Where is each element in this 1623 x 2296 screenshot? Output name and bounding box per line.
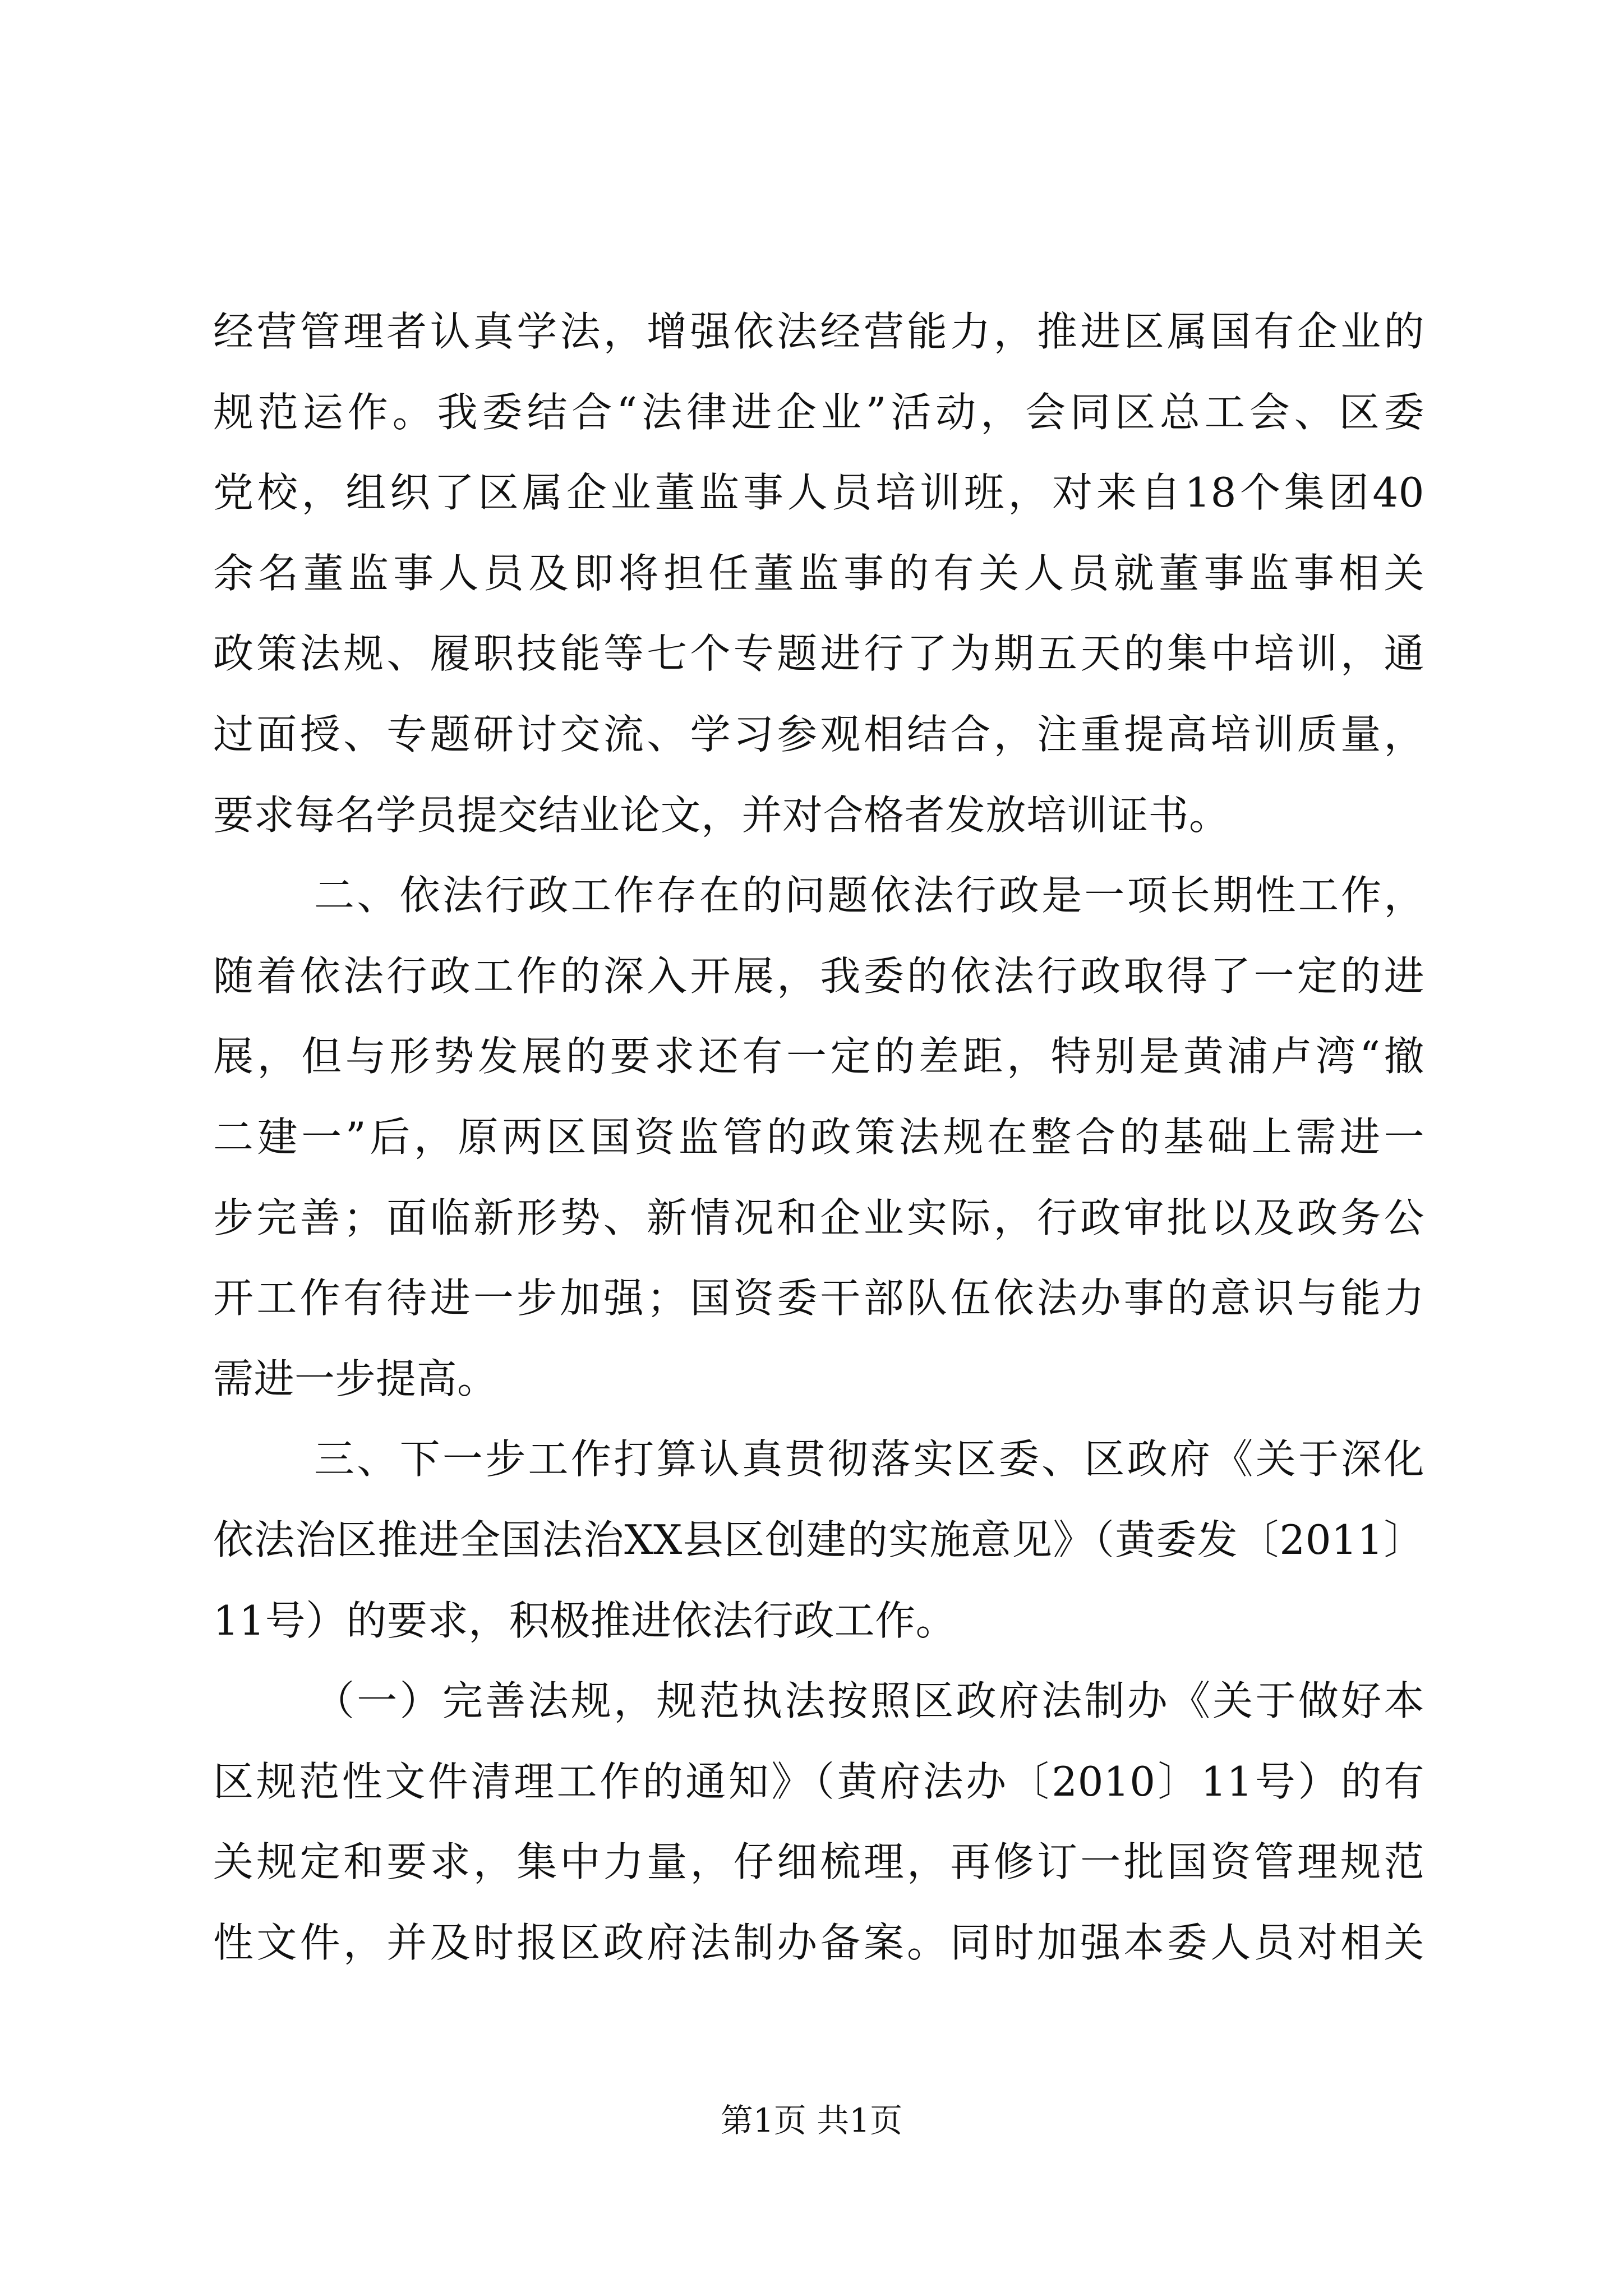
text-line: 11号）的要求，积极推进依法行政工作。 [213, 1596, 957, 1644]
text-line: 依法治区推进全国法治XX县区创建的实施意见》（黄委发〔2011〕 [213, 1516, 1424, 1563]
text-line: 规范运作。我委结合“法律进企业”活动，会同区总工会、区委 [213, 388, 1424, 436]
text-line: 区规范性文件清理工作的通知》（黄府法办〔2010〕11号）的有 [213, 1757, 1424, 1805]
section-heading-line: 二、依法行政工作存在的问题依法行政是一项长期性工作， [314, 872, 1424, 919]
text-line: 关规定和要求，集中力量，仔细梳理，再修订一批国资管理规范 [213, 1838, 1424, 1886]
text-line: 开工作有待进一步加强；国资委干部队伍依法办事的意识与能力 [213, 1274, 1424, 1322]
text-line: 展，但与形势发展的要求还有一定的差距，特别是黄浦卢湾“撤 [213, 1033, 1424, 1080]
text-line: 要求每名学员提交结业论文，并对合格者发放培训证书。 [213, 791, 1230, 839]
text-line: 政策法规、履职技能等七个专题进行了为期五天的集中培训，通 [213, 630, 1424, 678]
text-line: 需进一步提高。 [213, 1355, 498, 1402]
text-line: 随着依法行政工作的深入开展，我委的依法行政取得了一定的进 [213, 952, 1424, 1000]
section-heading-line: 三、下一步工作打算认真贯彻落实区委、区政府《关于深化 [314, 1435, 1424, 1483]
text-line: 二建一”后，原两区国资监管的政策法规在整合的基础上需进一 [213, 1113, 1424, 1161]
text-line: 过面授、专题研讨交流、学习参观相结合，注重提高培训质量， [213, 710, 1424, 758]
text-line: 经营管理者认真学法，增强依法经营能力，推进区属国有企业的 [213, 308, 1424, 355]
text-line: 党校，组织了区属企业董监事人员培训班，对来自18个集团40 [213, 469, 1424, 517]
text-line: 余名董监事人员及即将担任董监事的有关人员就董事监事相关 [213, 549, 1424, 597]
document-body [213, 292, 1424, 1983]
subsection-heading-line: （一）完善法规，规范执法按照区政府法制办《关于做好本 [314, 1677, 1424, 1725]
text-line: 性文件，并及时报区政府法制办备案。同时加强本委人员对相关 [213, 1918, 1424, 1966]
page-footer: 第1页 共1页 [720, 2101, 903, 2139]
text-line: 步完善；面临新形势、新情况和企业实际，行政审批以及政务公 [213, 1194, 1424, 1241]
